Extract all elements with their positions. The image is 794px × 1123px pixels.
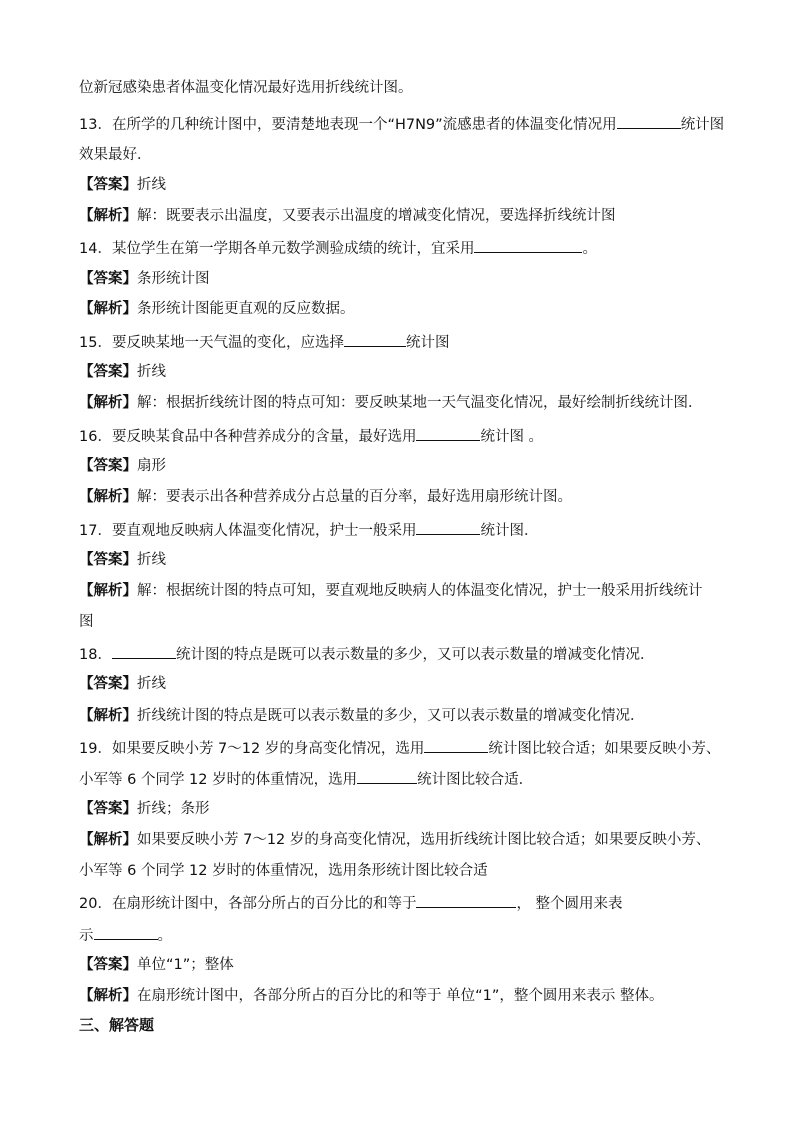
analysis-18 xyxy=(79,706,734,726)
question-18-post: 统计图的特点是既可以表示数量的多少，又可以表示数量的增减变化情况． xyxy=(175,647,655,663)
question-19-blank-1[interactable] xyxy=(424,737,488,753)
question-13-post: 统计图 xyxy=(680,117,725,133)
section-heading xyxy=(79,1015,734,1035)
question-18 xyxy=(79,643,734,665)
analysis-19 xyxy=(79,830,734,850)
question-17-text: 17．要直观地反映病人体温变化情况，护士一般采用 xyxy=(79,523,417,539)
question-13-cont xyxy=(79,145,734,165)
question-16 xyxy=(79,425,734,447)
answer-label: 【答案】 xyxy=(79,177,137,193)
answer-17-text: 折线 xyxy=(137,552,166,568)
question-17-blank[interactable] xyxy=(416,519,480,535)
answer-label: 【答案】 xyxy=(79,801,137,817)
answer-label: 【答案】 xyxy=(79,676,137,692)
analysis-16-text: 解：要表示出各种营养成分占总量的百分率，最好选用扇形统计图。 xyxy=(137,489,572,505)
answer-20-text: 单位“1”；整体 xyxy=(137,957,234,973)
analysis-17-text: 解：根据统计图的特点可知，要直观地反映病人的体温变化情况，护士一般采用折线统计 xyxy=(137,583,703,599)
analysis-label: 【解析】 xyxy=(79,988,137,1004)
answer-label: 【答案】 xyxy=(79,552,137,568)
answer-16 xyxy=(79,456,734,476)
question-20-line2-post: 。 xyxy=(157,928,172,944)
question-17-post: 统计图． xyxy=(480,523,539,539)
question-19-mid: 统计图比较合适；如果要反映小芳、 xyxy=(488,741,721,757)
analysis-20-text: 在扇形统计图中，各部分所占的百分比的和等于 单位“1”，整个圆用来表示 整体。 xyxy=(137,988,664,1004)
analysis-19-text: 如果要反映小芳 7～12 岁的身高变化情况，选用折线统计图比较合适；如果要反映小芳、 xyxy=(137,832,711,848)
analysis-label: 【解析】 xyxy=(79,583,137,599)
question-20-blank-1[interactable] xyxy=(416,892,516,908)
intro-tail-line xyxy=(79,78,734,98)
analysis-label: 【解析】 xyxy=(79,708,137,724)
analysis-label: 【解析】 xyxy=(79,301,137,317)
analysis-label: 【解析】 xyxy=(79,832,137,848)
analysis-label: 【解析】 xyxy=(79,395,137,411)
analysis-13-text: 解：既要表示出温度，又要表示出温度的增减变化情况，要选择折线统计图 xyxy=(137,208,616,224)
analysis-label: 【解析】 xyxy=(79,208,137,224)
analysis-13 xyxy=(79,206,734,226)
question-16-text: 16．要反映某食品中各种营养成分的含量，最好选用 xyxy=(79,429,417,445)
answer-label: 【答案】 xyxy=(79,271,137,287)
analysis-18-text: 折线统计图的特点是既可以表示数量的多少，又可以表示数量的增减变化情况． xyxy=(137,708,645,724)
question-16-post: 统计图 。 xyxy=(480,429,544,445)
question-20-mid: ， 整个圆用来表 xyxy=(516,896,623,912)
answer-14-text: 条形统计图 xyxy=(137,271,210,287)
question-20-text: 20．在扇形统计图中，各部分所占的百分比的和等于 xyxy=(79,896,417,912)
question-19-text: 19．如果要反映小芳 7～12 岁的身高变化情况，选用 xyxy=(79,741,425,757)
answer-18 xyxy=(79,674,734,694)
answer-17 xyxy=(79,550,734,570)
section-title-text: 三、解答题 xyxy=(79,1016,155,1034)
question-13 xyxy=(79,113,734,135)
analysis-17 xyxy=(79,581,734,601)
intro-tail-text: 位新冠感染患者体温变化情况最好选用折线统计图。 xyxy=(79,80,413,96)
analysis-17-cont-text: 图 xyxy=(79,614,94,630)
question-14-blank[interactable] xyxy=(474,237,582,253)
question-18-text: 18． xyxy=(79,647,112,663)
answer-13 xyxy=(79,175,734,195)
answer-13-text: 折线 xyxy=(137,177,166,193)
question-19-line2-text: 小军等 6 个同学 12 岁时的体重情况，选用 xyxy=(79,772,358,788)
question-13-blank[interactable] xyxy=(617,113,681,129)
question-14 xyxy=(79,237,734,259)
question-19-cont xyxy=(79,768,734,790)
question-19 xyxy=(79,737,734,759)
answer-18-text: 折线 xyxy=(137,676,166,692)
analysis-19-cont xyxy=(79,861,734,881)
question-20-blank-2[interactable] xyxy=(94,924,158,940)
answer-14 xyxy=(79,269,734,289)
question-19-line2-post: 统计图比较合适． xyxy=(417,772,534,788)
question-15-text: 15．要反映某地一天气温的变化，应选择 xyxy=(79,335,344,351)
answer-label: 【答案】 xyxy=(79,364,137,380)
question-17 xyxy=(79,519,734,541)
answer-20 xyxy=(79,955,734,975)
question-16-blank[interactable] xyxy=(416,425,480,441)
analysis-15 xyxy=(79,393,734,413)
question-14-text: 14．某位学生在第一学期各单元数学测验成绩的统计，宜采用 xyxy=(79,241,475,257)
analysis-16 xyxy=(79,487,734,507)
analysis-15-text: 解：根据折线统计图的特点可知：要反映某地一天气温变化情况，最好绘制折线统计图． xyxy=(137,395,703,411)
analysis-14 xyxy=(79,299,734,319)
answer-19-text: 折线；条形 xyxy=(137,801,210,817)
answer-15-text: 折线 xyxy=(137,364,166,380)
analysis-14-text: 条形统计图能更直观的反应数据。 xyxy=(137,301,355,317)
analysis-20 xyxy=(79,986,734,1006)
question-18-blank[interactable] xyxy=(112,643,176,659)
answer-16-text: 扇形 xyxy=(137,458,166,474)
analysis-17-cont xyxy=(79,612,734,632)
analysis-label: 【解析】 xyxy=(79,489,137,505)
answer-label: 【答案】 xyxy=(79,957,137,973)
analysis-19-cont-text: 小军等 6 个同学 12 岁时的体重情况，选用条形统计图比较合适 xyxy=(79,863,488,879)
question-19-blank-2[interactable] xyxy=(357,768,417,784)
question-15-blank[interactable] xyxy=(344,331,406,347)
question-20-line2-text: 示 xyxy=(79,928,94,944)
answer-label: 【答案】 xyxy=(79,458,137,474)
question-20-cont xyxy=(79,924,734,946)
question-13-cont-text: 效果最好． xyxy=(79,147,152,163)
question-20 xyxy=(79,892,734,914)
question-15-post: 统计图 xyxy=(405,335,450,351)
question-15 xyxy=(79,331,734,353)
question-13-text: 13．在所学的几种统计图中，要清楚地表现一个“H7N9”流感患者的体温变化情况用 xyxy=(79,117,617,133)
answer-19 xyxy=(79,799,734,819)
answer-15 xyxy=(79,362,734,382)
question-14-post: 。 xyxy=(582,241,597,257)
